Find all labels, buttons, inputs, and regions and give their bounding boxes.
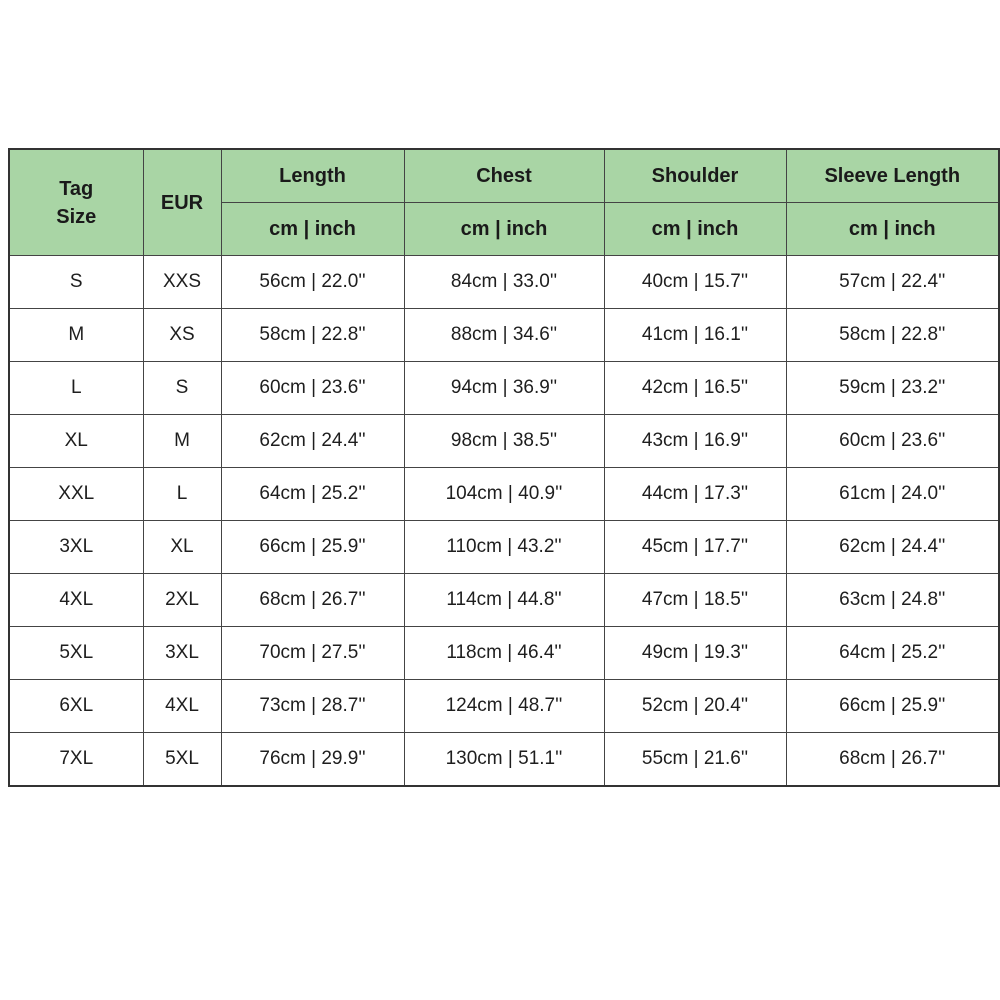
cell-sleeve-length: 66cm | 25.9'': [786, 680, 999, 733]
cell-sleeve-length: 61cm | 24.0'': [786, 468, 999, 521]
cell-length: 60cm | 23.6'': [221, 362, 404, 415]
cell-eur: XL: [143, 521, 221, 574]
table-row: [9, 362, 999, 415]
cell-sleeve-length: 62cm | 24.4'': [786, 521, 999, 574]
table-row: [9, 309, 999, 362]
cell-eur: S: [143, 362, 221, 415]
header-shoulder-unit: cm | inch: [604, 203, 786, 256]
header-row-names: [9, 149, 999, 203]
cell-tag-size: 3XL: [9, 521, 143, 574]
cell-eur: L: [143, 468, 221, 521]
cell-shoulder: 42cm | 16.5'': [604, 362, 786, 415]
cell-shoulder: 43cm | 16.9'': [604, 415, 786, 468]
cell-shoulder: 49cm | 19.3'': [604, 627, 786, 680]
cell-shoulder: 45cm | 17.7'': [604, 521, 786, 574]
cell-length: 73cm | 28.7'': [221, 680, 404, 733]
header-shoulder: Shoulder: [604, 149, 786, 203]
table-row: [9, 521, 999, 574]
cell-chest: 118cm | 46.4'': [404, 627, 604, 680]
cell-chest: 114cm | 44.8'': [404, 574, 604, 627]
cell-eur: 2XL: [143, 574, 221, 627]
header-tag-size: [9, 149, 143, 256]
cell-chest: 98cm | 38.5'': [404, 415, 604, 468]
cell-tag-size: 4XL: [9, 574, 143, 627]
cell-eur: M: [143, 415, 221, 468]
cell-eur: XXS: [143, 256, 221, 309]
cell-tag-size: XL: [9, 415, 143, 468]
header-sleeve-length: Sleeve Length: [786, 149, 999, 203]
header-chest-unit: cm | inch: [404, 203, 604, 256]
cell-length: 66cm | 25.9'': [221, 521, 404, 574]
cell-length: 56cm | 22.0'': [221, 256, 404, 309]
cell-sleeve-length: 68cm | 26.7'': [786, 733, 999, 787]
cell-length: 68cm | 26.7'': [221, 574, 404, 627]
cell-eur: 3XL: [143, 627, 221, 680]
cell-shoulder: 52cm | 20.4'': [604, 680, 786, 733]
cell-tag-size: 6XL: [9, 680, 143, 733]
cell-tag-size: XXL: [9, 468, 143, 521]
cell-tag-size: S: [9, 256, 143, 309]
cell-tag-size: L: [9, 362, 143, 415]
cell-shoulder: 40cm | 15.7'': [604, 256, 786, 309]
header-sleeve-length-unit: cm | inch: [786, 203, 999, 256]
cell-shoulder: 41cm | 16.1'': [604, 309, 786, 362]
cell-shoulder: 55cm | 21.6'': [604, 733, 786, 787]
cell-sleeve-length: 57cm | 22.4'': [786, 256, 999, 309]
cell-chest: 124cm | 48.7'': [404, 680, 604, 733]
cell-tag-size: 5XL: [9, 627, 143, 680]
table-row: [9, 415, 999, 468]
cell-shoulder: 44cm | 17.3'': [604, 468, 786, 521]
cell-length: 76cm | 29.9'': [221, 733, 404, 787]
size-chart-table: [8, 148, 1000, 787]
table-row: [9, 574, 999, 627]
cell-chest: 110cm | 43.2'': [404, 521, 604, 574]
table-header: [9, 149, 999, 256]
header-length: Length: [221, 149, 404, 203]
cell-length: 64cm | 25.2'': [221, 468, 404, 521]
cell-chest: 130cm | 51.1'': [404, 733, 604, 787]
cell-eur: 4XL: [143, 680, 221, 733]
header-length-unit: cm | inch: [221, 203, 404, 256]
table-row: [9, 733, 999, 787]
cell-eur: XS: [143, 309, 221, 362]
table-row: [9, 627, 999, 680]
cell-length: 58cm | 22.8'': [221, 309, 404, 362]
cell-sleeve-length: 59cm | 23.2'': [786, 362, 999, 415]
cell-sleeve-length: 58cm | 22.8'': [786, 309, 999, 362]
cell-eur: 5XL: [143, 733, 221, 787]
cell-chest: 88cm | 34.6'': [404, 309, 604, 362]
cell-tag-size: M: [9, 309, 143, 362]
header-eur: EUR: [143, 149, 221, 256]
cell-length: 70cm | 27.5'': [221, 627, 404, 680]
cell-sleeve-length: 60cm | 23.6'': [786, 415, 999, 468]
cell-shoulder: 47cm | 18.5'': [604, 574, 786, 627]
cell-chest: 84cm | 33.0'': [404, 256, 604, 309]
table-row: [9, 468, 999, 521]
header-tag-size-line1: Tag: [59, 177, 94, 200]
cell-chest: 94cm | 36.9'': [404, 362, 604, 415]
cell-sleeve-length: 63cm | 24.8'': [786, 574, 999, 627]
cell-sleeve-length: 64cm | 25.2'': [786, 627, 999, 680]
header-tag-size-line2: Size: [56, 205, 97, 228]
cell-chest: 104cm | 40.9'': [404, 468, 604, 521]
cell-tag-size: 7XL: [9, 733, 143, 787]
table-row: [9, 680, 999, 733]
table-row: [9, 256, 999, 309]
table-body: [9, 256, 999, 787]
header-chest: Chest: [404, 149, 604, 203]
cell-length: 62cm | 24.4'': [221, 415, 404, 468]
